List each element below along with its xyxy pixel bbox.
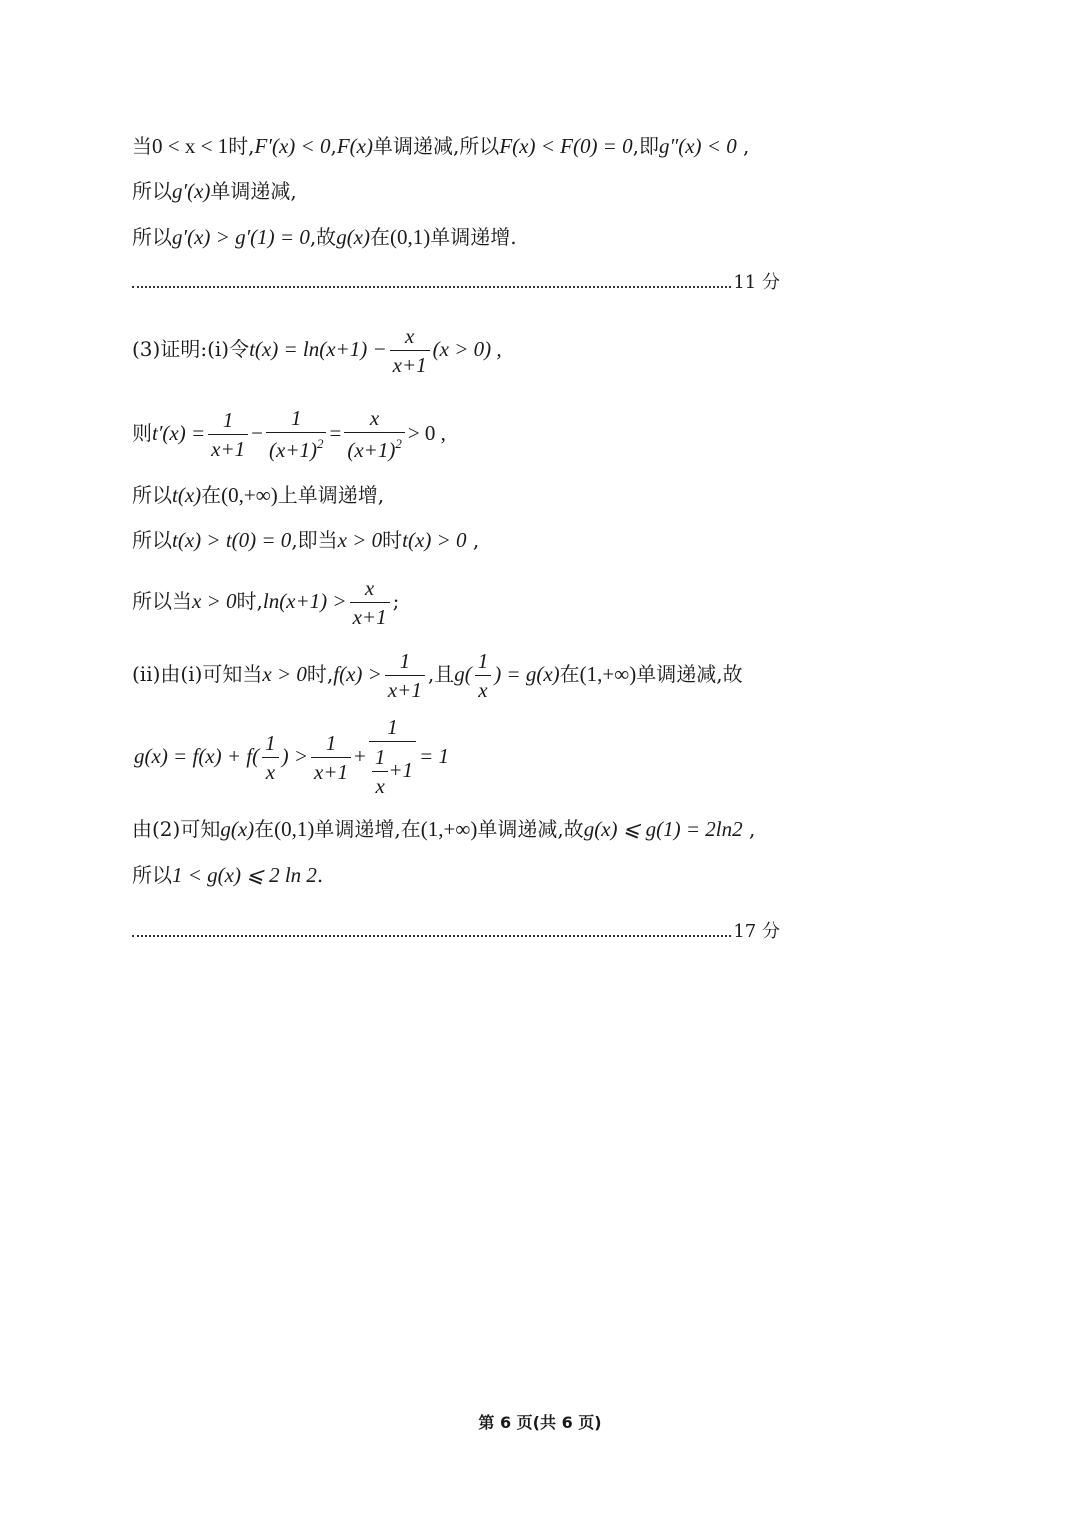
fraction (262, 732, 279, 784)
text: 单调递增,在 (314, 817, 421, 841)
text: 所以 (132, 483, 172, 507)
fraction (385, 650, 425, 702)
text: 单调递减,故 (477, 817, 584, 841)
numerator: x (350, 577, 390, 603)
fraction (390, 325, 430, 377)
denominator: x+1 (352, 604, 387, 629)
text: ,且 (427, 662, 455, 686)
text: 时, (236, 589, 263, 613)
math: t(x) > t(0) = 0 (172, 528, 292, 552)
text: 当 (132, 134, 152, 158)
line-t-derivative (132, 403, 446, 463)
numerator: x (344, 407, 404, 433)
fraction (344, 407, 404, 462)
math: (0,+∞) (221, 483, 278, 507)
tail: +1 (388, 757, 414, 782)
math: = (329, 421, 342, 445)
math: = 1 (419, 744, 449, 768)
numerator: 1 (372, 746, 389, 772)
math: ln(x+1) > (262, 589, 347, 613)
line-g-max (132, 815, 755, 843)
text: 时, (228, 134, 255, 158)
text: ; (392, 589, 400, 613)
text: 在 (254, 817, 275, 841)
math: (0,1) (274, 817, 315, 841)
text: 在 (201, 483, 222, 507)
math: t′(x) = (152, 421, 206, 445)
denominator: x (375, 774, 385, 798)
numerator: 1 (369, 716, 416, 742)
fraction (350, 577, 390, 629)
math: (0,1) (390, 225, 431, 249)
line-conclusion (132, 861, 323, 889)
fraction (311, 732, 351, 784)
math: g(x) ⩽ g(1) = 2ln2 (583, 817, 743, 841)
math: t(x) > 0 (402, 528, 467, 552)
line-f-monotonic (132, 132, 749, 160)
text: 时 (382, 528, 403, 552)
math: ) = g(x) (494, 662, 560, 686)
denominator: x+1 (314, 759, 349, 784)
numerator: 1 (266, 407, 326, 433)
denominator: x+1 (392, 352, 427, 377)
line-g-bound (134, 716, 449, 799)
math: x > 0 (192, 589, 237, 613)
text: , (330, 134, 337, 158)
text: 单调递减,所以 (372, 134, 500, 158)
math: t(x) (172, 483, 202, 507)
text: 在 (370, 225, 390, 249)
inner-fraction (372, 746, 389, 798)
text: , (466, 528, 480, 552)
math: 0 < x < 1 (152, 134, 229, 158)
text: 上单调递增, (277, 483, 385, 507)
math: F(x) (336, 134, 373, 158)
line-gprime-decreasing (132, 177, 297, 205)
line-ln-inequality (132, 573, 399, 629)
text: , (736, 134, 750, 158)
text: 所以 (132, 225, 172, 249)
fraction (208, 409, 248, 461)
numerator: 1 (475, 650, 492, 676)
math: F(x) < F(0) = 0 (499, 134, 633, 158)
numerator: 1 (262, 732, 279, 758)
math: f(x) > (333, 662, 382, 686)
score-label: 17 分 (733, 921, 780, 942)
line-t-increasing (132, 481, 384, 509)
text: 单调递减,故 (636, 662, 743, 686)
dotted-leader (132, 935, 731, 937)
line-part3-def (132, 320, 502, 378)
math: 1 < g(x) ⩽ 2 ln 2 (172, 863, 317, 887)
math: g(x) (220, 817, 255, 841)
text: ,故 (309, 225, 337, 249)
denominator (344, 433, 404, 462)
math: g(x) = f(x) + f( (134, 744, 260, 768)
text: ,即当 (291, 528, 338, 552)
math: F′(x) < 0 (254, 134, 331, 158)
score-leader-11 (132, 266, 780, 294)
denominator: x (265, 759, 276, 784)
math: t(x) = ln(x+1) − (249, 337, 387, 361)
denominator: x (478, 677, 488, 702)
text: 在 (559, 662, 580, 686)
numerator: 1 (385, 650, 425, 676)
text: 所以 (132, 863, 172, 887)
text: 单调递增. (430, 225, 517, 249)
text: 则 (132, 421, 152, 445)
compound-fraction (369, 716, 416, 799)
score-leader-17 (132, 915, 780, 943)
base: (x+1) (269, 438, 317, 462)
math: > 0 , (407, 421, 446, 445)
line-t-positive (132, 526, 479, 554)
math: + (354, 744, 366, 768)
text: , (742, 817, 756, 841)
math: ) > (281, 744, 309, 768)
math: (1,+∞) (579, 662, 637, 686)
fraction (266, 407, 326, 462)
dotted-leader (132, 286, 731, 288)
text: (3)证明:(i)令 (132, 337, 250, 361)
text: ,即 (632, 134, 659, 158)
fraction (475, 650, 492, 702)
numerator: 1 (208, 409, 248, 435)
denominator: x+1 (387, 677, 422, 702)
math: (1,+∞) (420, 817, 478, 841)
math: g( (454, 662, 472, 686)
exponent: 2 (316, 436, 324, 451)
text: 单调递减, (210, 179, 297, 203)
denominator: x+1 (211, 436, 246, 461)
text: 所以 (132, 179, 172, 203)
numerator: 1 (311, 732, 351, 758)
math: g′(x) > g′(1) = 0 (172, 225, 310, 249)
text: 所以当 (132, 589, 192, 613)
text: (ii)由(i)可知当 (132, 662, 263, 686)
numerator: x (390, 325, 430, 351)
math: g′(x) (172, 179, 211, 203)
denominator (266, 433, 326, 462)
math: g(x) (336, 225, 370, 249)
text: . (316, 863, 324, 887)
math: (x > 0) , (432, 337, 502, 361)
math: − (251, 421, 263, 445)
denominator (369, 742, 416, 799)
exponent: 2 (395, 436, 402, 451)
base: (x+1) (347, 438, 396, 462)
math: x > 0 (337, 528, 383, 552)
line-part-ii (132, 645, 743, 703)
text: 所以 (132, 528, 172, 552)
text: 时, (306, 662, 334, 686)
text: 由(2)可知 (132, 817, 221, 841)
score-label: 11 分 (733, 272, 780, 293)
page-footer: 第 6 页(共 6 页) (478, 1413, 602, 1432)
line-g-increasing (132, 223, 517, 251)
math: g″(x) < 0 (658, 134, 737, 158)
math: x > 0 (262, 662, 307, 686)
